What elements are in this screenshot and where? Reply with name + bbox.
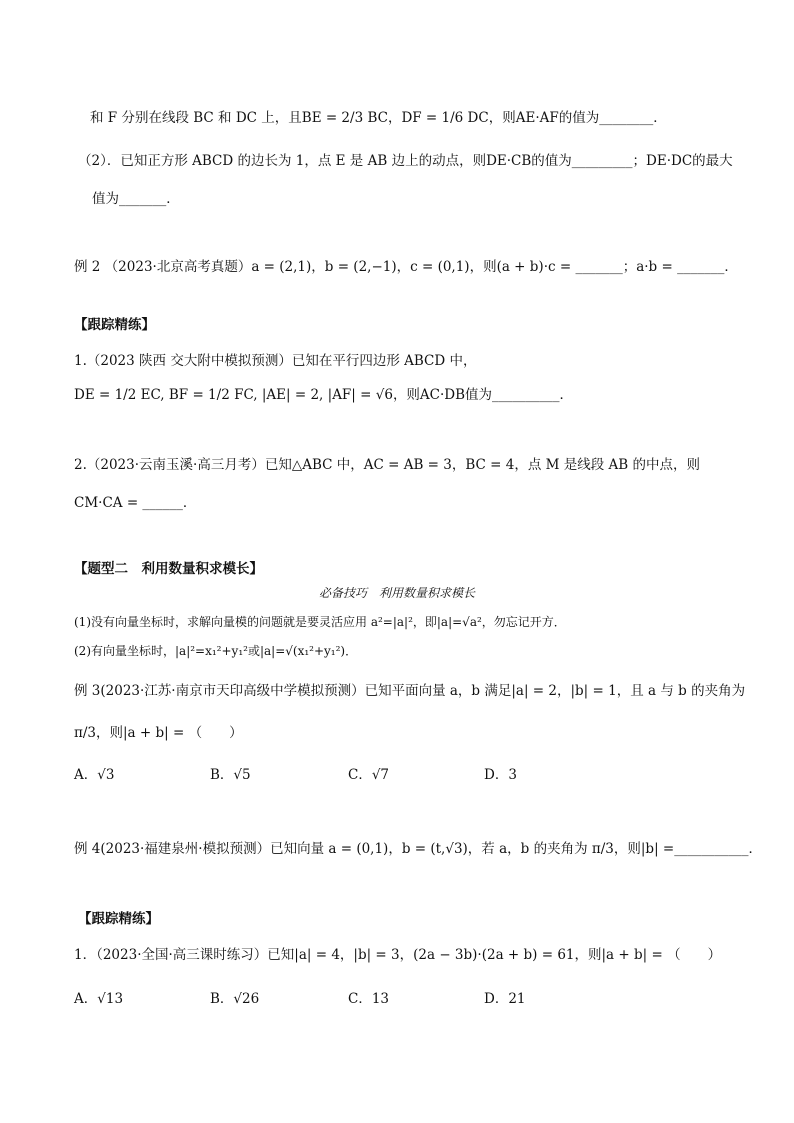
follow-1-line2: DE = 1/2 EC, BF = 1/2 FC, |AE| = 2, |AF| = √6，则AC·DB值为__________． [74,387,574,403]
example-3-choices [74,766,714,784]
q1-continuation: 和 F 分别在线段 BC 和 DC 上，且BE = 2/3 BC，DF = 1/6 DC，则AE·AF的值为________． [90,110,667,126]
choice-d: D．21 [484,991,526,1007]
tip-title: 必备技巧 利用数量积求模长 [318,586,475,600]
choice-d: D．3 [484,767,517,783]
q2-line1: （2）．已知正方形 ABCD 的边长为 1，点 E 是 AB 边上的动点，则DE·CB的值为_________；DE·DC的最大 [78,153,733,169]
choice-a: A．√3 [74,767,115,783]
example-3-line2: π/3，则|a + b| = （ ） [74,725,243,741]
follow-up-title-2: 【跟踪精练】 [78,911,159,927]
choice-c: C．13 [348,991,390,1007]
choice-b: B．√5 [210,767,251,783]
follow-2-line1: 2.（2023·云南玉溪·高三月考）已知△ABC 中，AC = AB = 3，BC = 4，点 M 是线段 AB 的中点，则 [74,457,701,473]
example-2: 例 2 （2023·北京高考真题）a = (2,1)，b = (2,−1)，c = (0,1)，则(a + b)·c = _______；a·b = _______． [74,259,738,275]
follow-2-line2: CM·CA = ______． [74,495,197,511]
choice-c: C．√7 [348,767,390,783]
tip-1: (1)没有向量坐标时，求解向量模的问题就是要灵活应用 a²=|a|²，即|a|=√a²，勿忘记开方． [74,615,566,629]
follow-g1: 1．（2023·全国·高三课时练习）已知|a| = 4，|b| = 3，(2a − 3b)·(2a + b) = 61，则|a + b| = （ ） [74,947,722,963]
example-4: 例 4(2023·福建泉州·模拟预测）已知向量 a = (0,1)，b = (t,√3)，若 a，b 的夹角为 π/3，则|b| =___________． [74,841,762,857]
follow-1-line1: 1.（2023 陕西 交大附中模拟预测）已知在平行四边形 ABCD 中， [74,353,477,369]
type-2-title: 【题型二 利用数量积求模长】 [74,561,263,577]
q2-line2: 值为_______． [92,191,180,207]
follow-g1-choices [74,990,714,1008]
example-3-line1: 例 3(2023·江苏·南京市天印高级中学模拟预测）已知平面向量 a，b 满足|a| = 2，|b| = 1，且 a 与 b 的夹角为 [74,683,746,699]
choice-b: B．√26 [210,991,260,1007]
follow-up-title-1: 【跟踪精练】 [74,317,155,333]
tip-2: (2)有向量坐标时，|a|²=x₁²+y₁²或|a|=√(x₁²+y₁²)． [74,644,358,658]
choice-a: A．√13 [74,991,124,1007]
